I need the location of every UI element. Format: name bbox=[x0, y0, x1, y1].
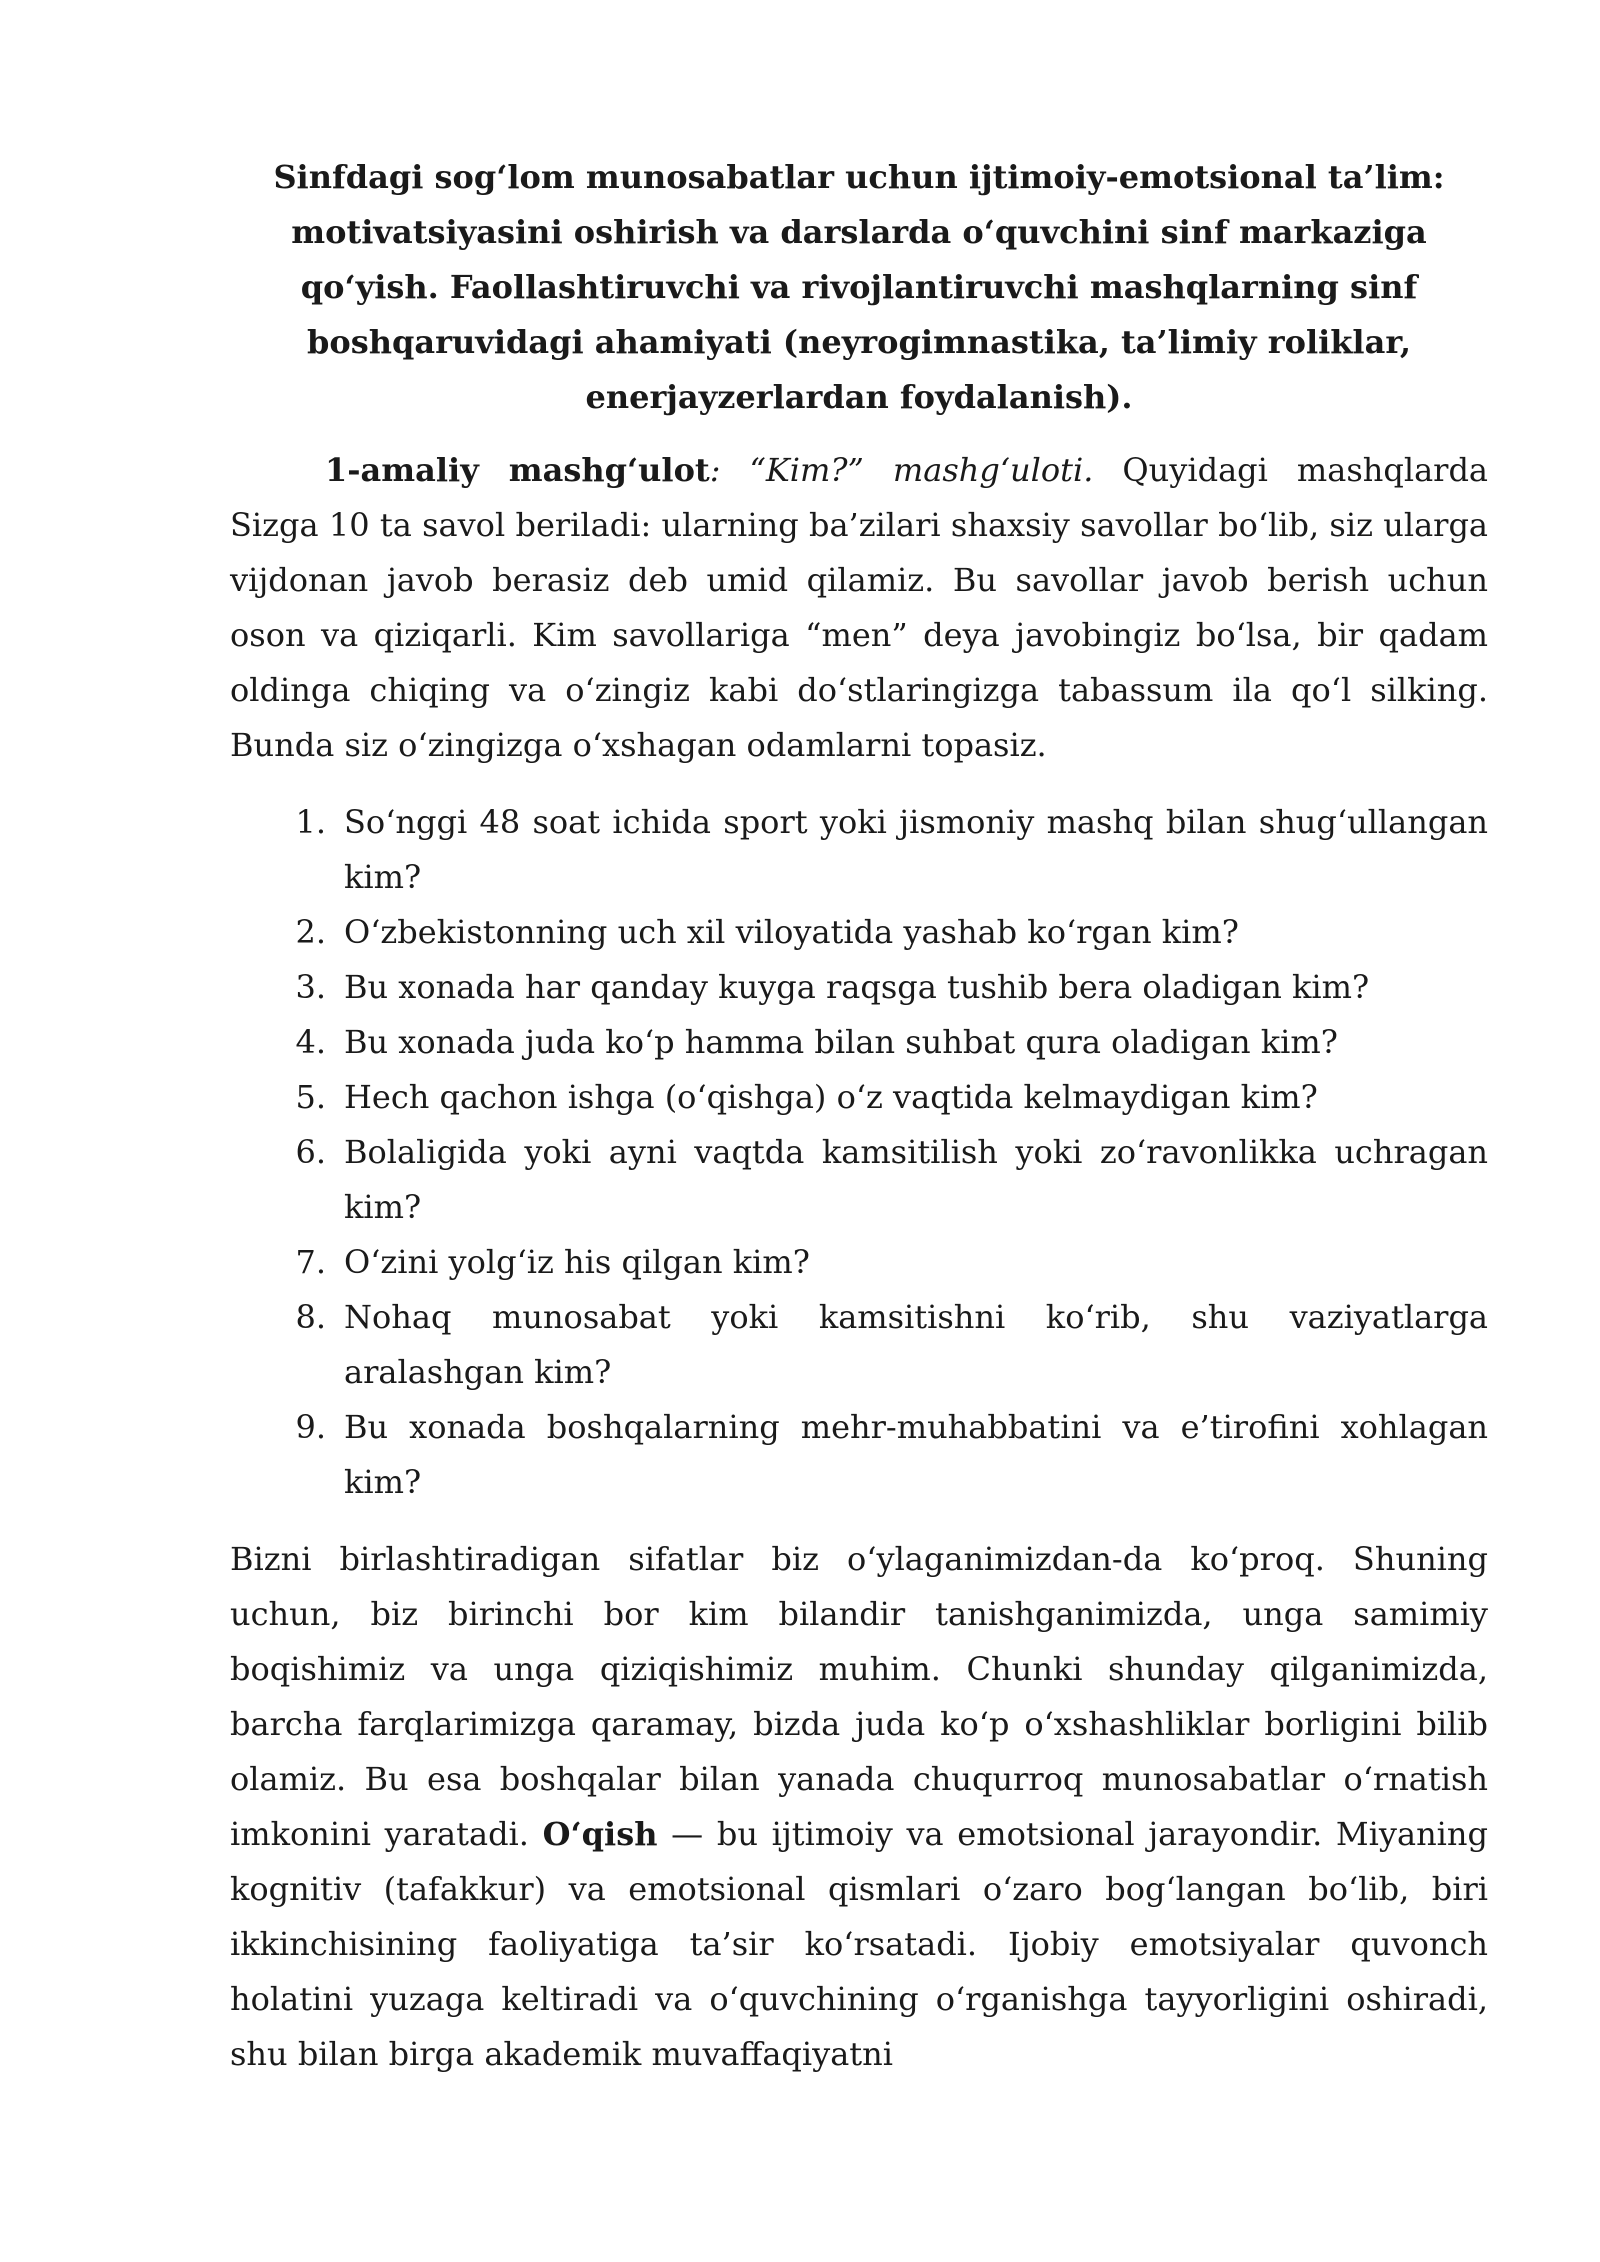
list-item-number: 1. bbox=[295, 803, 326, 841]
list-item-text: Nohaq munosabat yoki kamsitishni ko‘rib, shu vaziyatlarga aralashgan kim? bbox=[344, 1298, 1488, 1391]
document-page bbox=[230, 150, 1488, 2082]
list-item-number: 2. bbox=[295, 913, 326, 951]
list-item bbox=[230, 1070, 1488, 1125]
outro-bold-word: O‘qish bbox=[542, 1815, 658, 1853]
intro-paragraph bbox=[230, 443, 1488, 773]
list-item bbox=[230, 1400, 1488, 1510]
question-list bbox=[230, 795, 1488, 1510]
document-title bbox=[230, 150, 1488, 425]
list-item-text: So‘nggi 48 soat ichida sport yoki jismoniy mashq bilan shug‘ullangan kim? bbox=[344, 803, 1488, 896]
title-line: Sinfdagi sog‘lom munosabatlar uchun ijtimoiy-emotsional ta’lim: bbox=[273, 158, 1445, 196]
title-line: boshqaruvidagi ahamiyati (neyrogimnastika, ta’limiy roliklar, bbox=[307, 323, 1411, 361]
list-item-number: 8. bbox=[295, 1298, 326, 1336]
list-item-number: 5. bbox=[295, 1078, 326, 1116]
list-item-text: Bu xonada juda ko‘p hamma bilan suhbat qura oladigan kim? bbox=[344, 1023, 1338, 1061]
outro-paragraph bbox=[230, 1532, 1488, 2082]
list-item-text: O‘zini yolg‘iz his qilgan kim? bbox=[344, 1243, 810, 1281]
list-item bbox=[230, 1125, 1488, 1235]
exercise-label: 1-amaliy mashg‘ulot bbox=[325, 451, 710, 489]
list-item bbox=[230, 795, 1488, 905]
outro-text-before: Bizni birlashtiradigan sifatlar biz o‘ylaganimizdan-da ko‘proq. Shuning uchun, biz birinchi bor kim bilandir tanishganimizda, unga samimiy boqishimiz va unga qiziqishimiz muhim. Chunki shunday qilganimizda, barcha farqlarimizga qaramay, bizda juda ko‘p o‘xshashliklar borligini bilib olamiz. Bu esa boshqalar bilan yanada chuqurroq munosabatlar o‘rnatish imkonini yaratadi. bbox=[230, 1540, 1488, 1853]
title-line: qo‘yish. Faollashtiruvchi va rivojlantiruvchi mashqlarning sinf bbox=[300, 268, 1418, 306]
list-item-text: Bu xonada har qanday kuyga raqsga tushib bera oladigan kim? bbox=[344, 968, 1370, 1006]
title-line: motivatsiyasini oshirish va darslarda o‘quvchini sinf markaziga bbox=[291, 213, 1427, 251]
list-item-number: 7. bbox=[295, 1243, 326, 1281]
list-item-number: 4. bbox=[295, 1023, 326, 1061]
intro-text: Quyidagi mashqlarda Sizga 10 ta savol beriladi: ularning ba’zilari shaxsiy savollar bo‘lib, siz ularga vijdonan javob berasiz deb umid qilamiz. Bu savollar javob berish uchun oson va qiziqarli. Kim savollariga “men” deya javobingiz bo‘lsa, bir qadam oldinga chiqing va o‘zingiz kabi do‘stlaringizga tabassum ila qo‘l silking. Bunda siz o‘zingizga o‘xshagan odamlarni topasiz. bbox=[230, 451, 1489, 764]
list-item-text: Bolaligida yoki ayni vaqtda kamsitilish yoki zo‘ravonlikka uchragan kim? bbox=[344, 1133, 1488, 1226]
list-item bbox=[230, 1290, 1488, 1400]
list-item-text: Bu xonada boshqalarning mehr-muhabbatini va e’tirofini xohlagan kim? bbox=[344, 1408, 1488, 1501]
list-item bbox=[230, 905, 1488, 960]
title-line: enerjayzerlardan foydalanish). bbox=[585, 378, 1133, 416]
list-item-text: O‘zbekistonning uch xil viloyatida yashab ko‘rgan kim? bbox=[344, 913, 1239, 951]
list-item bbox=[230, 1015, 1488, 1070]
list-item bbox=[230, 960, 1488, 1015]
list-item bbox=[230, 1235, 1488, 1290]
list-item-number: 6. bbox=[295, 1133, 326, 1171]
list-item-number: 9. bbox=[295, 1408, 326, 1446]
exercise-subtitle: : “Kim?” mashg‘uloti. bbox=[709, 451, 1094, 489]
list-item-text: Hech qachon ishga (o‘qishga) o‘z vaqtida kelmaydigan kim? bbox=[344, 1078, 1318, 1116]
outro-text-after: — bu ijtimoiy va emotsional jarayondir. Miyaning kognitiv (tafakkur) va emotsional qismlari o‘zaro bog‘langan bo‘lib, biri ikkinchisining faoliyatiga ta’sir ko‘rsatadi. Ijobiy emotsiyalar quvonch holatini yuzaga keltiradi va o‘quvchining o‘rganishga tayyorligini oshiradi, shu bilan birga akademik muvaffaqiyatni bbox=[230, 1815, 1489, 2073]
list-item-number: 3. bbox=[295, 968, 326, 1006]
